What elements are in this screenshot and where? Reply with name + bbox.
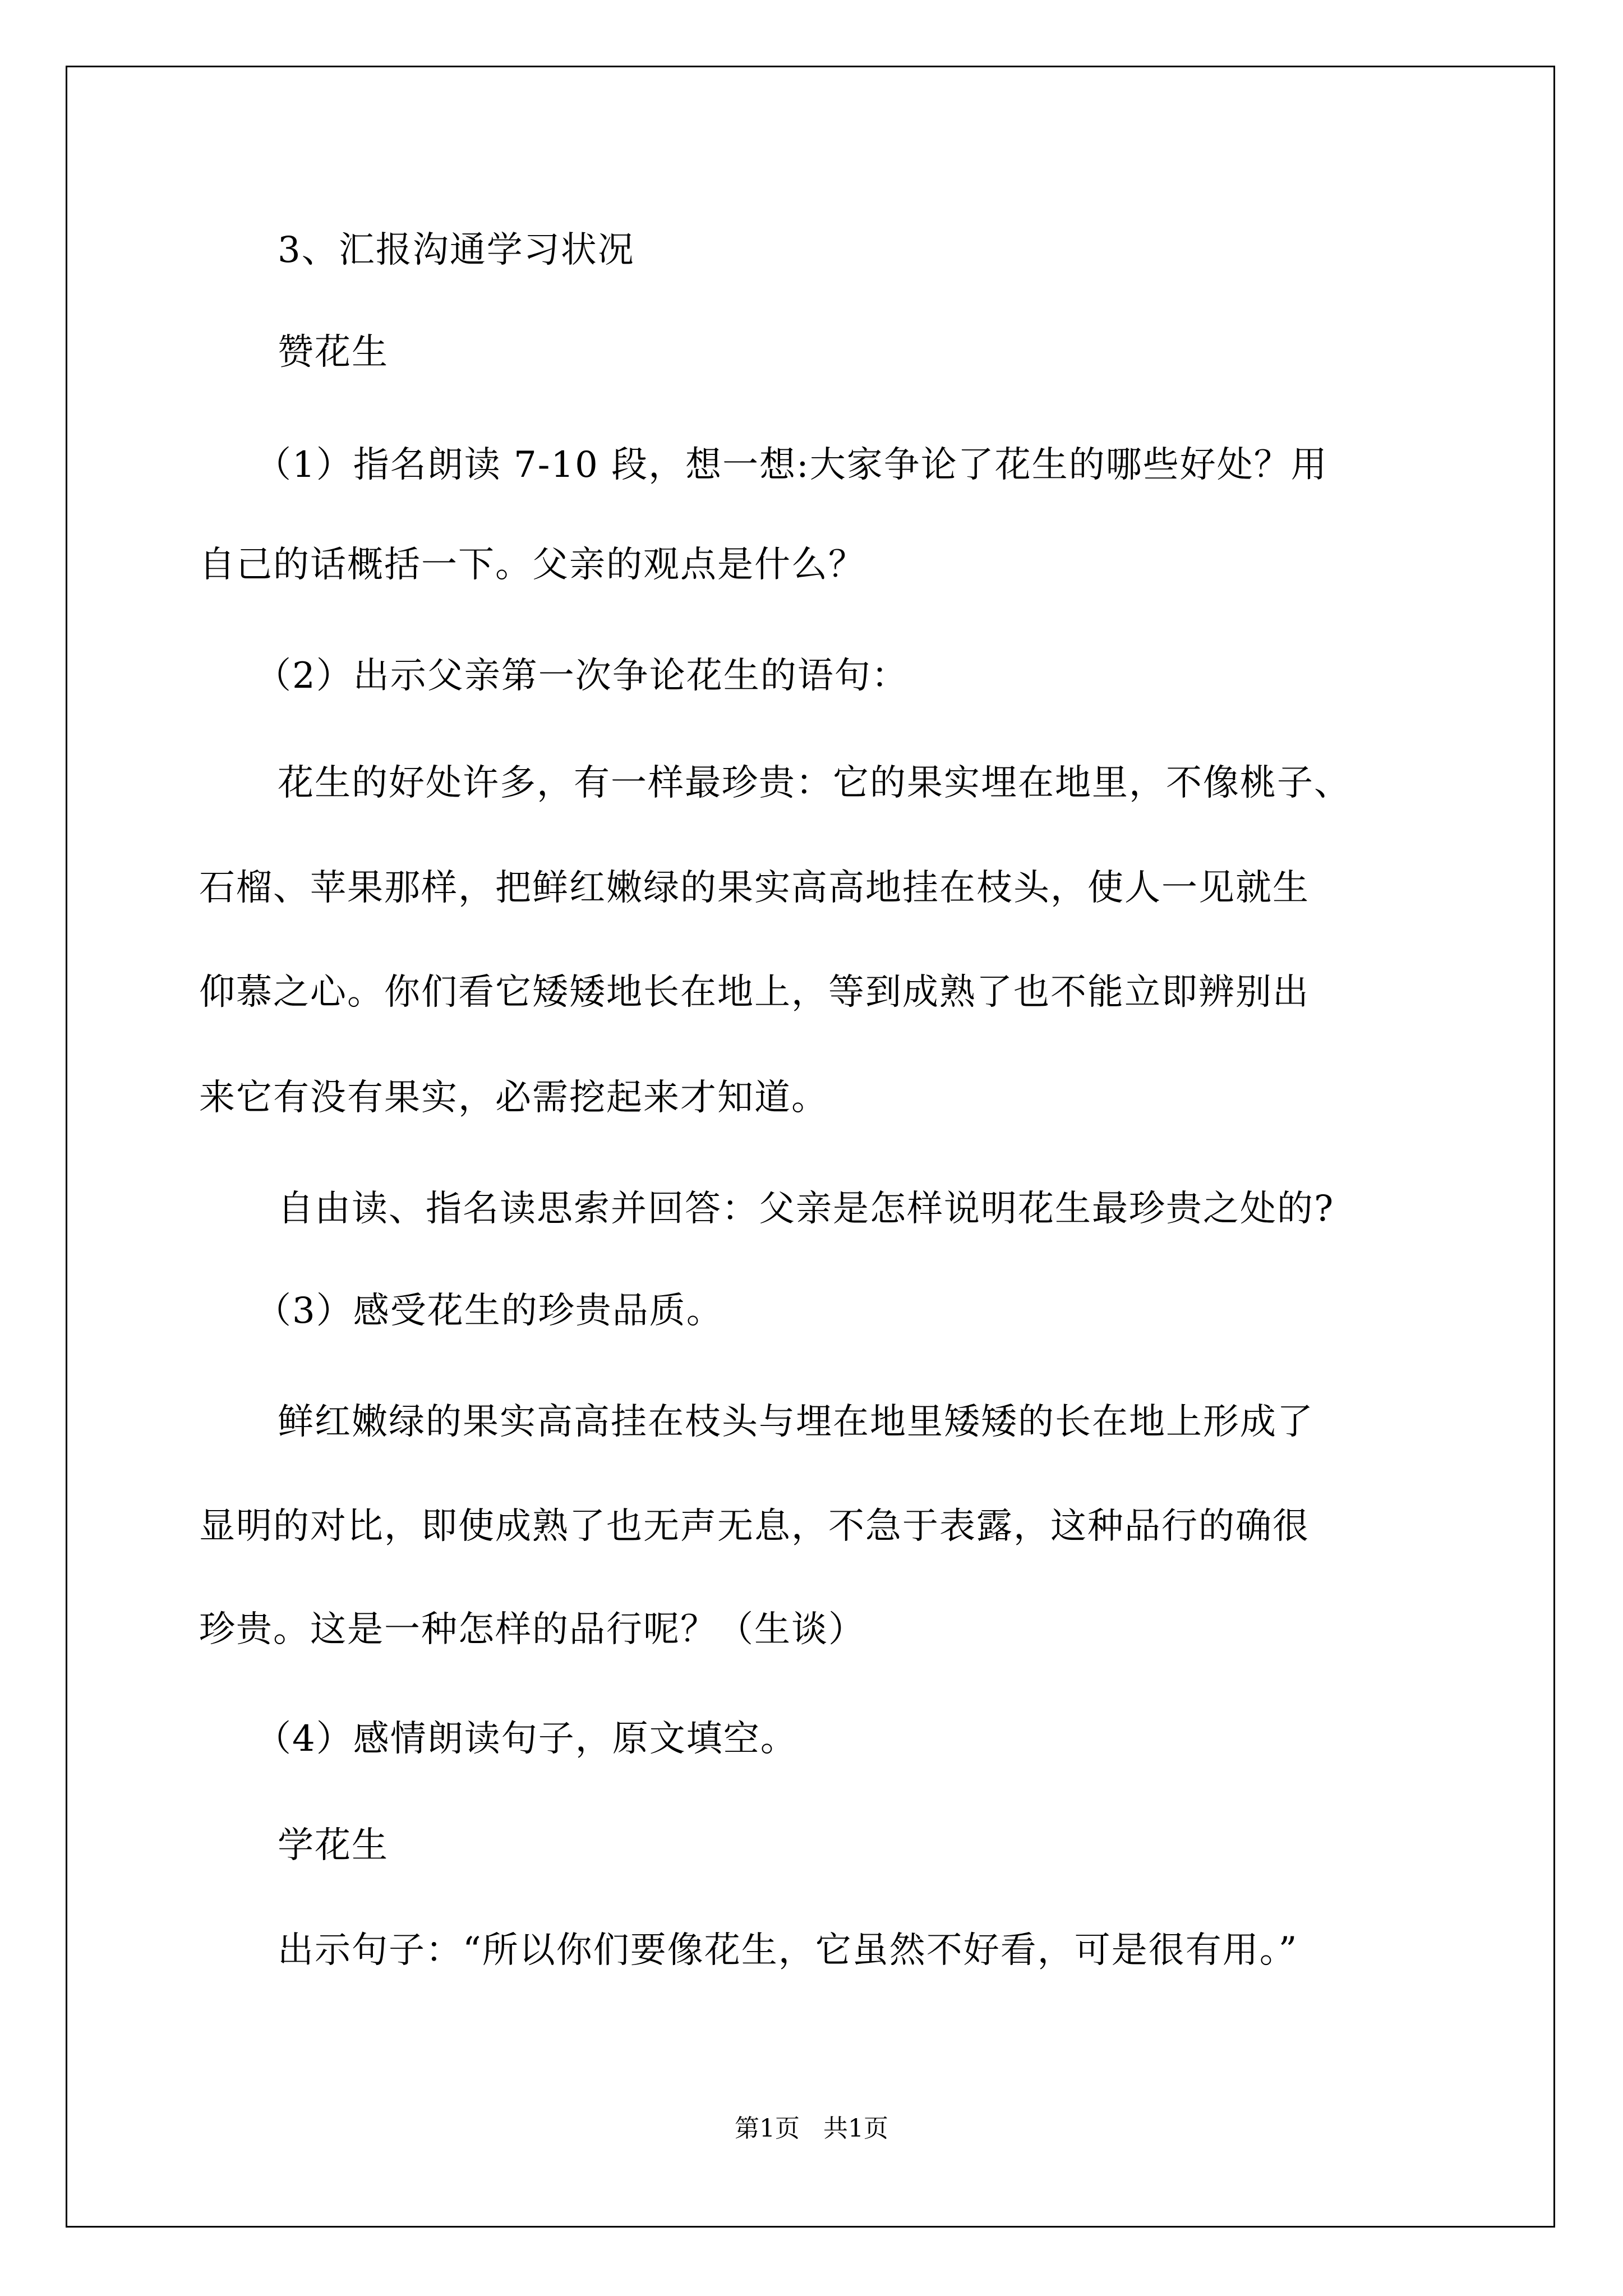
paragraph-line: （3）感受花生的珍贵品质。 bbox=[255, 1290, 723, 1332]
paragraph-line: 自由读、指名读思索并回答：父亲是怎样说明花生最珍贵之处的? bbox=[278, 1188, 1335, 1230]
paragraph-line: 珍贵。这是一种怎样的品行呢？（生谈） bbox=[199, 1609, 865, 1650]
paragraph-line: （2）出示父亲第一次争论花生的语句： bbox=[255, 655, 909, 697]
paragraph-line: （1）指名朗读 7-10 段，想一想:大家争论了花生的哪些好处？用 bbox=[255, 444, 1328, 486]
paragraph-line: 仰慕之心。你们看它矮矮地长在地上，等到成熟了也不能立即辨别出 bbox=[199, 972, 1310, 1013]
paragraph-line: 出示句子：“所以你们要像花生，它虽然不好看，可是很有用。” bbox=[278, 1930, 1298, 1971]
paragraph-line: 显明的对比，即使成熟了也无声无息，不急于表露，这种品行的确很 bbox=[199, 1506, 1310, 1547]
paragraph-line: 自己的话概括一下。父亲的观点是什么？ bbox=[199, 544, 865, 586]
subheading-praise-peanut: 赞花生 bbox=[278, 332, 389, 373]
paragraph-line: 来它有没有果实，必需挖起来才知道。 bbox=[199, 1077, 828, 1119]
page-footer: 第1页 共1页 bbox=[735, 2114, 888, 2143]
paragraph-line: 鲜红嫩绿的果实高高挂在枝头与埋在地里矮矮的长在地上形成了 bbox=[278, 1401, 1314, 1443]
section-heading: 3、汇报沟通学习状况 bbox=[278, 229, 635, 271]
paragraph-line: 花生的好处许多，有一样最珍贵：它的果实埋在地里，不像桃子、 bbox=[278, 762, 1351, 804]
paragraph-line: 石榴、苹果那样，把鲜红嫩绿的果实高高地挂在枝头，使人一见就生 bbox=[199, 867, 1310, 909]
subheading-learn-peanut: 学花生 bbox=[278, 1825, 389, 1866]
page-border bbox=[66, 66, 1555, 2228]
paragraph-line: （4）感情朗读句子，原文填空。 bbox=[255, 1718, 797, 1760]
